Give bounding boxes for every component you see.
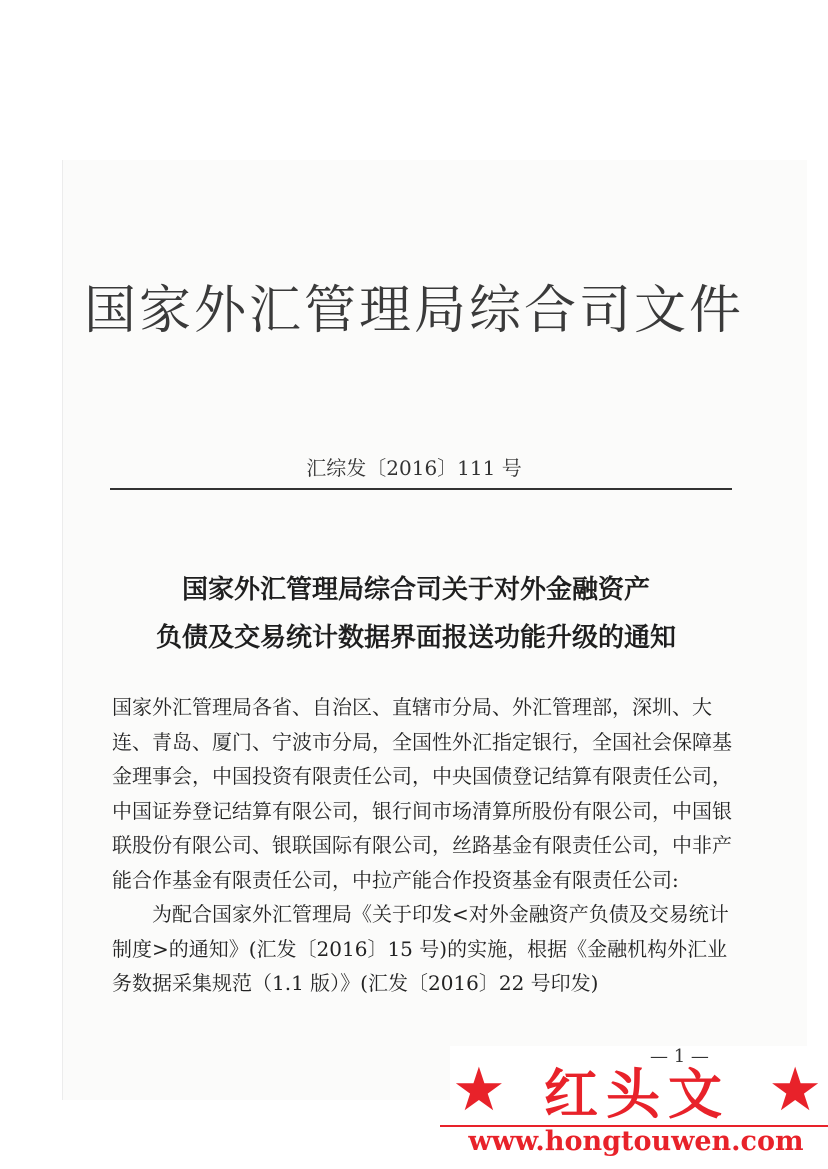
notice-title-line-2: 负债及交易统计数据界面报送功能升级的通知 — [155, 623, 676, 653]
star-icon: ★ — [452, 1055, 506, 1125]
page-number: — 1 — — [650, 1046, 709, 1067]
document-header-title: 国家外汇管理局综合司文件 — [83, 281, 744, 341]
star-icon: ★ — [768, 1055, 822, 1125]
document-body — [112, 690, 742, 1001]
watermark-text: 红头文 — [544, 1062, 730, 1126]
header-divider — [110, 488, 732, 490]
watermark-banner — [452, 1050, 822, 1130]
notice-title-line-1: 国家外汇管理局综合司关于对外金融资产 — [181, 575, 650, 605]
body-paragraph-1: 为配合国家外汇管理局《关于印发<对外金融资产负债及交易统计制度>的通知》(汇发〔2016〕15 号)的实施，根据《金融机构外汇业务数据采集规范（1.1 版）》(汇发〔2016〕22 号印发) — [112, 902, 729, 995]
notice-title — [96, 566, 736, 662]
addressees-paragraph: 国家外汇管理局各省、自治区、直辖市分局、外汇管理部，深圳、大连、青岛、厦门、宁波市分局，全国性外汇指定银行，全国社会保障基金理事会，中国投资有限责任公司，中央国债登记结算有限责任公司，中国证券登记结算有限公司，银行间市场清算所股份有限公司，中国银联股份有限公司、银联国际有限公司，丝路基金有限责任公司，中非产能合作基金有限责任公司，中拉产能合作投资基金有限责任公司: — [112, 695, 732, 892]
watermark-url: www.hongtouwen.com — [468, 1126, 804, 1157]
document-number: 汇综发〔2016〕111 号 — [306, 456, 522, 480]
